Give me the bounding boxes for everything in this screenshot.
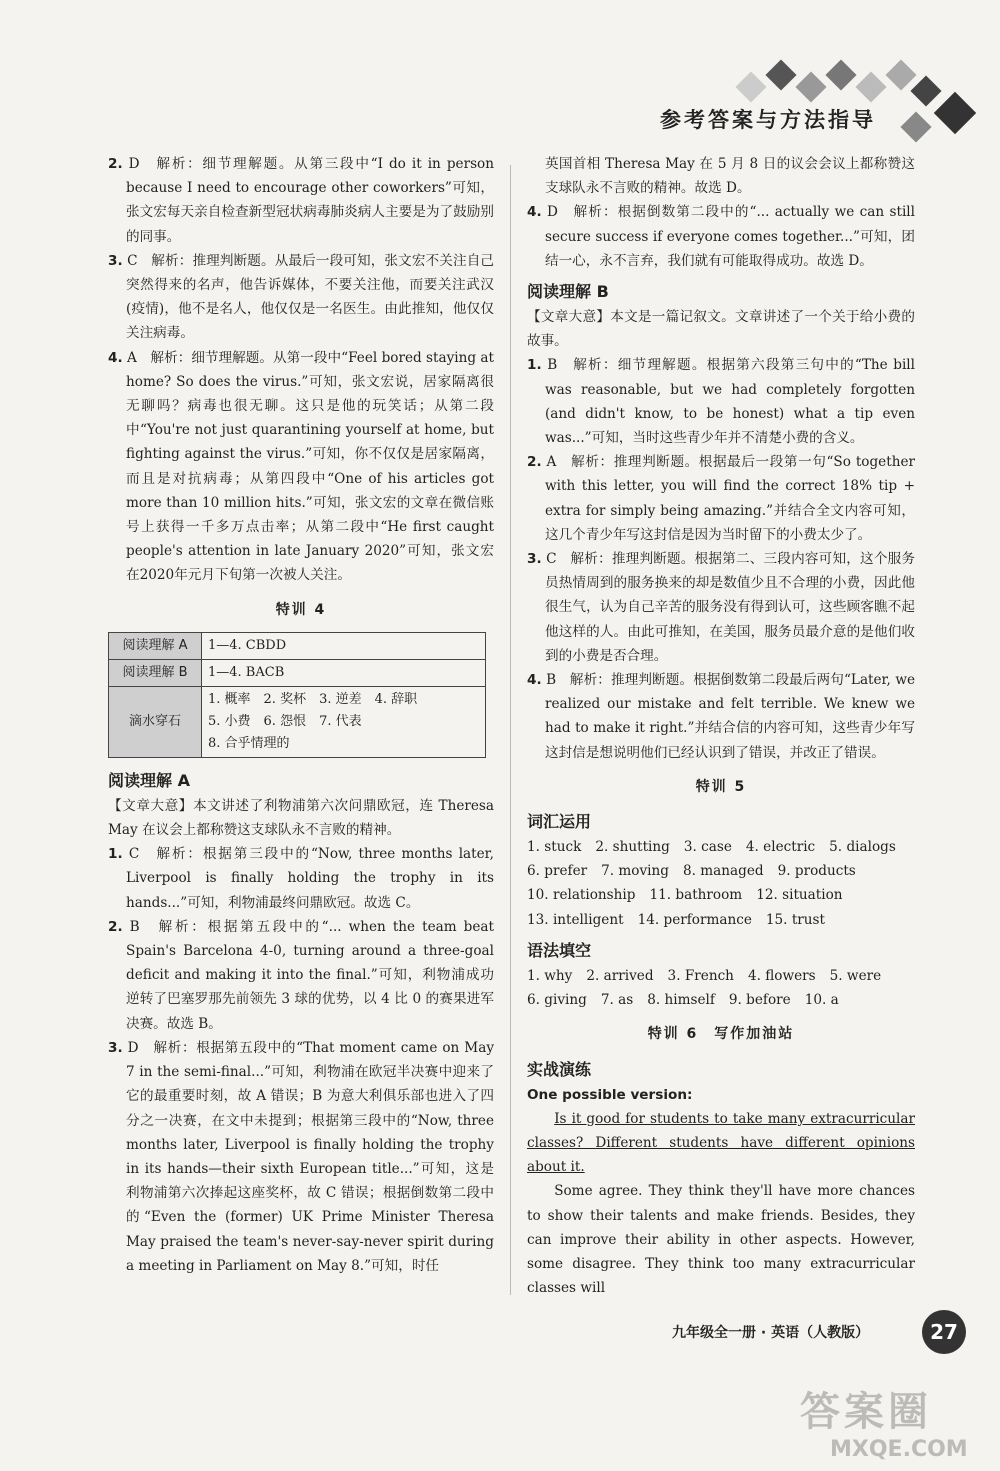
table-label: 阅读理解 A: [109, 632, 202, 659]
site-watermark: [800, 1380, 990, 1460]
table-value: 1—4. CBDD: [202, 632, 486, 659]
page-number: 27: [922, 1310, 966, 1354]
vocab-row: 10. relationship 11. bathroom 12. situation: [527, 887, 843, 904]
table-value: 1—4. BACB: [202, 659, 486, 686]
answer-item: 2. A 解析：推理判断题。根据最后一段第一句“So together with this letter, you will find the correct 18% tip + extra for simply being amazing.”并结合全文内容可知，这几个青少年写这封信是因为当时留下的小费太少了。: [527, 454, 915, 543]
left-column: [108, 152, 494, 1278]
answer-item: 4. B 解析：推理判断题。根据倒数第二段最后两句“Later, we realized our mistake and felt terrible. We knew we had to make it right.”并结合信的内容可知，这些青少年写这封信是想说明他们已经认识到了错误，并改正了错误。: [527, 672, 915, 761]
grammar-row: 1. why 2. arrived 3. French 4. flowers 5. were: [527, 967, 882, 984]
table-line: 1. 概率 2. 奖杯 3. 逆差 4. 辞职: [208, 691, 418, 707]
answer-table: [108, 632, 486, 758]
reading-a-summary: 【文章大意】本文讲述了利物浦第六次问鼎欧冠，连 Theresa May 在议会上都称赞这支球队永不言败的精神。: [108, 797, 494, 839]
section-title-4: 特训 4: [275, 601, 327, 618]
table-line: 8. 合乎情理的: [208, 735, 290, 751]
table-row: [109, 686, 486, 757]
vocab-row: 1. stuck 2. shutting 3. case 4. electric 5. dialogs: [527, 839, 896, 856]
page-header-title: 参考答案与方法指导: [660, 108, 876, 132]
reading-a-title: 阅读理解 A: [108, 770, 190, 790]
table-line: 5. 小费 6. 怨恨 7. 代表: [208, 713, 362, 729]
reading-b-title: 阅读理解 B: [527, 282, 609, 302]
answer-item: 3. C 解析：推理判断题。根据第二、三段内容可知，这个服务员热情周到的服务换来的却是数值少且不合理的小费，因此他很生气，认为自己辛苦的服务没有得到认可，这些顾客瞧不起他这样的人。由此可推知，在美国，服务员最介意的是他们收到的小费是否合理。: [527, 551, 915, 664]
column-divider: [510, 165, 511, 1295]
answer-item: 1. B 解析：细节理解题。根据第六段第三句中的“The bill was reasonable, but we had completely forgotten (and didn't know, to be honest) what a tip even was...”可知，当时这些青少年并不清楚小费的含义。: [527, 357, 915, 447]
vocab-row: 6. prefer 7. moving 8. managed 9. products: [527, 863, 856, 880]
table-label: 滴水穿石: [109, 686, 202, 757]
vocab-title: 词汇运用: [527, 812, 592, 832]
table-value: [202, 686, 486, 757]
answer-item: 3. D 解析：根据第五段中的“That moment came on May 7 in the semi-final...”可知，利物浦在欧冠半决赛中迎来了它的最重要时刻，故 A 错误；B 为意大利俱乐部也进入了四分之一决赛，在文中未提到；根据第三段中的“Now, three months later, Liverpool is finally holding the trophy in its hands—their sixth European title...”可知，这是利物浦第六次捧起这座奖杯，故 C 错误；根据倒数第二段中的“Even the (former) UK Prime Minister Theresa May praised the team's never-say-never spirit during a meeting in Parliament on May 8.”可知，时任: [108, 1039, 494, 1274]
watermark-site: MXQE.COM: [830, 1437, 968, 1462]
answer-item: 3. C 解析：推理判断题。从最后一段可知，张文宏不关注自己突然得来的名声，他告诉媒体，不要关注他，而要关注武汉(疫情)，他不是名人，他仅仅是一名医生。由此推知，他仅仅关注病毒。: [108, 252, 494, 342]
answer-item: 2. D 解析：细节理解题。从第三段中“I do it in person because I need to encourage other coworkers”可知，张文宏每天亲自检查新型冠状病毒肺炎病人主要是为了鼓励别的同事。: [108, 156, 494, 245]
continuation-text: 英国首相 Theresa May 在 5 月 8 日的议会会议上都称赞这支球队永不言败的精神。故选 D。: [545, 156, 915, 197]
section-title-5: 特训 5: [695, 778, 747, 795]
essay-body: Some agree. They think they'll have more chances to show their talents and make friends. Besides, they can improve their ability in other aspects. However, some disagree. They think too many extracurricular classes will: [527, 1183, 915, 1297]
practice-title: 实战演练: [527, 1059, 592, 1079]
reading-b-summary: 【文章大意】本文是一篇记叙文。文章讲述了一个关于给小费的故事。: [527, 309, 915, 350]
answer-item: 4. D 解析：根据倒数第二段中的“... actually we can still secure success if everyone comes together...”可知，团结一心，永不言弃，我们就有可能取得成功。故选 D。: [527, 204, 915, 269]
essay-title: Is it good for students to take many extracurricular classes? Different students have different opinions about it.: [527, 1110, 915, 1176]
table-row: [109, 659, 486, 686]
answer-item: 2. B 解析：根据第五段中的“... when the team beat Spain's Barcelona 4-0, turning around a three-goal deficit and making it into the final.”可知，利物浦成功逆转了巴塞罗那先前领先 3 球的优势，以 4 比 0 的赛果进军决赛。故选 B。: [108, 918, 494, 1032]
answer-item: 4. A 解析：细节理解题。从第一段中“Feel bored staying at home? So does the virus.”可知，张文宏说，居家隔离很无聊吗？病毒也很无聊。这只是他的玩笑话；从第二段中“You're not just quarantining yourself at home, but fighting against the virus.”可知，你不仅仅是居家隔离，而且是对抗病毒；从第四段中“One of his articles got more than 10 million hits.”可知，张文宏的文章在微信账号上获得一千多万点击率；从第二段中“He first caught people's attention in late January 2020”可知，张文宏在2020年元月下旬第一次被人关注。: [108, 349, 494, 584]
right-column: [527, 152, 915, 1300]
watermark-main: 答案圈: [800, 1389, 932, 1435]
section-title-6: 特训 6 写作加油站: [647, 1026, 795, 1043]
table-label: 阅读理解 B: [109, 659, 202, 686]
book-title-footer: 九年级全一册 · 英语（人教版）: [672, 1325, 870, 1341]
grammar-row: 6. giving 7. as 8. himself 9. before 10. a: [527, 992, 839, 1009]
table-row: [109, 632, 486, 659]
possible-version-label: One possible version:: [527, 1086, 693, 1103]
grammar-title: 语法填空: [527, 940, 592, 960]
answer-item: 1. C 解析：根据第三段中的“Now, three months later, Liverpool is finally holding the trophy in its hands...”可知，利物浦最终问鼎欧冠。故选 C。: [108, 846, 494, 911]
vocab-row: 13. intelligent 14. performance 15. trust: [527, 911, 825, 928]
